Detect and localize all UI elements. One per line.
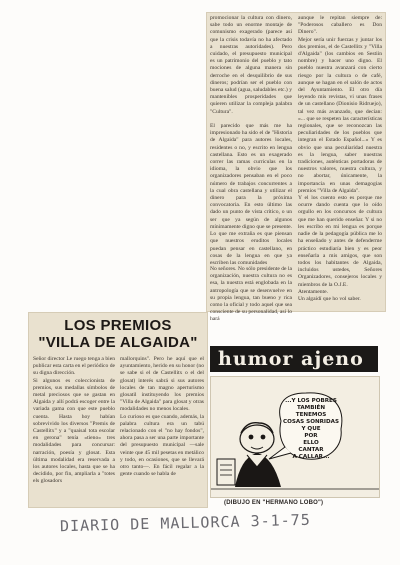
article-clipping-left xyxy=(28,312,208,508)
character-eye-right xyxy=(261,435,266,440)
letter-column-2: mallorquins". Pero he aquí que el ayuntamiento, herido en su honor (no se sabe si el de Castellitx o el del glosat) interés sabrá si sus autores locales de tan magno aperturismo glosatil instituyendo los premios "Villa de Algaida" para glosat y otras modalidades no menos locales. Lo curioso es que cuando, además, la palabra cultura era un tabú relacionado con el "no hay fondos", ahora pasa a ser una parte importante del presupuesto municipal —sale veinte que 45 mil pesetas en metálico y todo, en ocasiones, que se llevará otro tanto—. En fácil regalar a la gente cuando se habla de xyxy=(120,356,204,478)
article-column-1: promocionar la cultura con dinero, sabe todo un enorme montaje de comunismo exagerado (parece así que la crisis todavía no ha afectado a nuestras autoridades). Pero cuidado, el presupuesto municipal es un patrimonio del pueblo y tato mociones de alguna manera sin derroche en el desquilibrio de sus dineros; podrían ser el pueblo con buena salud (agua, saludables etc.) y mantenibles prosperidades que quieren utilizar la compleja palabra "Cultura". El parecido que más me ha impresionado ha sido el de "Historia de Algaida" para autores locales, residentes o no, y escrito en lengua castellana. Esto es un exagerado correr las ramas curriculas en la idioma, la obvio que los organizadores pensaban en el poco número de trabajos concurrentes a la cual obra castellana y utilizar el dinero para la próxima convocatoria. En esto último las dado un punto de vista crítico, o un ser que ya según de algunos mínimamente digno que se presente. Lo que me extraña es que piensan que nuestros eruditos locales puedan pensar en castellano, en cosas de la lengua en que ya escriben las comunidades xyxy=(210,15,292,266)
headline-line-2: "VILLA DE ALGAIDA" xyxy=(38,334,198,351)
letter-column-1: Señor director Le ruego tenga a bien publicar esta carta en el periódico de su digna dirección. Si algunos es coleccionista de premios, sus medallas símbolos de metal preciosos que se gastan en Algaida y allí podrá escoger entre la variada gama con que este pueblo cuenta. Hasta hoy habían sobrevivido los diversos "Premis de Castellitx" y a "quaisal tota escolar en gerona" tenía «tieno» tres modalidades para concursar: narración, poesía y glosat. Esta última modalidad era reservada a los autores locales, hasta que se ha decidido, por fin, ampliarla a "totes els glosadors xyxy=(33,356,115,485)
article-column-2: aunque le repitan siempre de: "Poderosos caballero es Don Dinero". Mejor sería unir fuerzas y juntar los dos premios, el de Castellitx y "Villa d'Algaida" (los cambios en Sestiin nombre) y hacer uno digno. El pueblo nuestra avanzará con cierto riesgo por la cultura o de café, aunque se hagan en el salón de actos del Ayuntamiento. El otro día leyendo mis revistas, vi unas frases de un castellano (Dionisio Ridruejo), tal vez más avanzado, que decían: «... que se respeten las características regionales, que se reconozcan las peculiaridades de los pueblos que integran el Estado Español...» Y es obvio que una peculiaridad nuestra es la lengua, saber nuestras tradiciones, auténticas portadoras de nuestros valores, nuestra cultura, y no abortar, únicamente, la importancia en unas demagogias premios "Villa de Algaida". Y el los cuento esto es porque me ocurre dando cuenta que lo oído orgullo en los concursos de cultura que me han querido enseñar. Y si no les escribo en mi lengua es porque nadie de la pedagogía pública me lo ha enseñado y antes de defenderme práctico estudiaría bien y es peor enseñarla a mis amigos, que son todos los habitantes de Algaida, incluidos ustedes, Señores Organizadores, consejeros locales y miembros de la O.J.E. Atentamente. Un algaidí que ho vol saber. xyxy=(298,15,382,302)
cartoon-credit: (DIBUJO EN "HERMANO LOBO") xyxy=(224,500,324,506)
character-eye-left xyxy=(249,435,254,440)
character-sign xyxy=(217,459,235,485)
handwritten-source-note: DIARIO DE MALLORCA 3-1-75 xyxy=(59,510,311,536)
article-clipping-top xyxy=(206,12,386,323)
speech-text: ...Y LOS POBRES TAMBIÉN TENEMOS COSAS SONRIDAS Y QUE POR ELLO CANTAR A CALLAR... xyxy=(282,398,340,460)
article-column-1-bottom: No señores. No sólo presidente de la organización, nuestra cultura no es esa, la nuestra está englobada en la antropología que se desenvuelve en su propia lengua, tan bueno y rica como la oficial y todo aquel que sea consciente de su personalidad, así lo hará xyxy=(210,266,292,323)
humor-ajeno-banner: humor ajeno xyxy=(210,346,378,372)
cartoon-panel xyxy=(210,376,380,498)
headline-line-1: LOS PREMIOS xyxy=(64,317,172,334)
